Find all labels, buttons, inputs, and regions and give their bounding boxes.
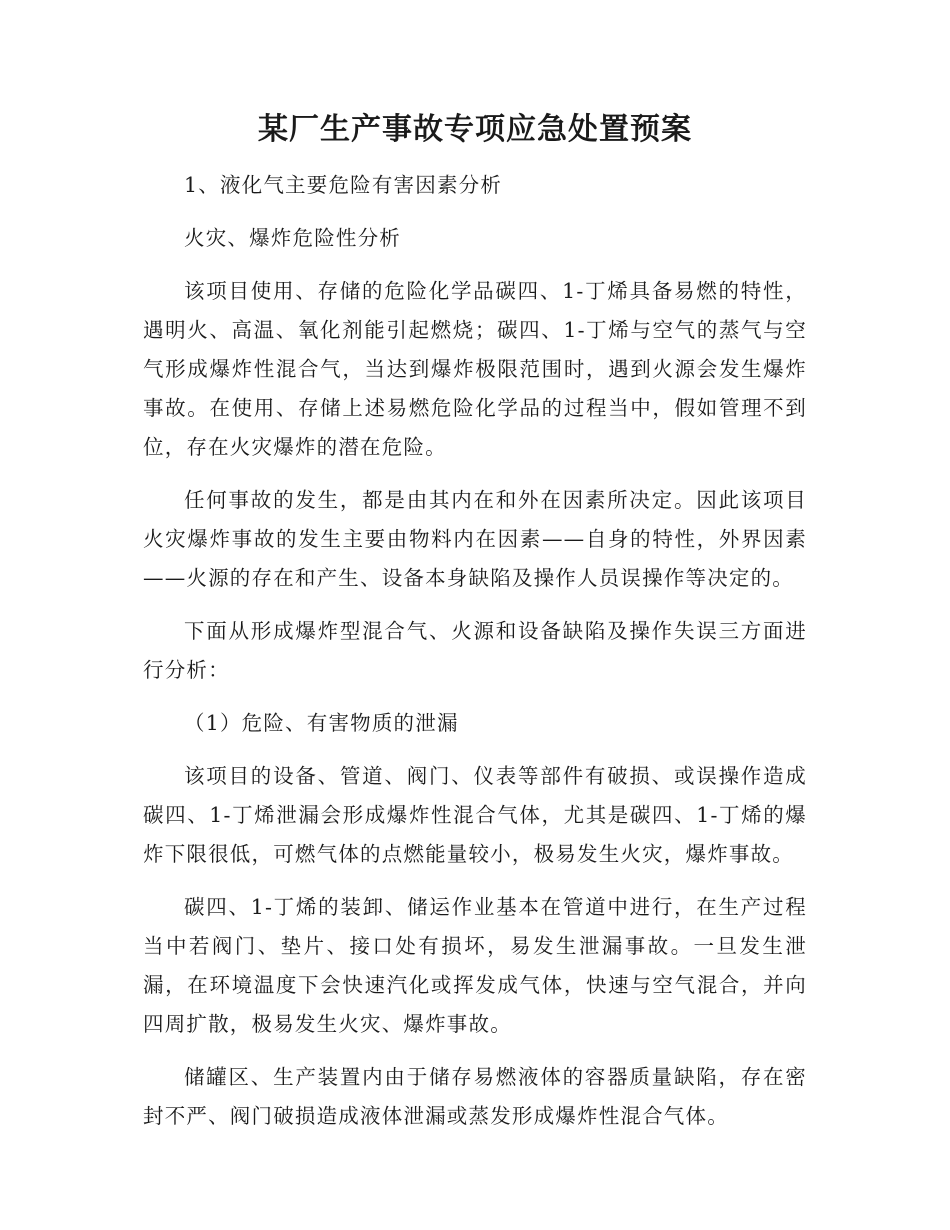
section-heading: 1、液化气主要危险有害因素分析 [184,173,503,197]
paragraph: 下面从形成爆炸型混合气、火源和设备缺陷及操作失误三方面进行分析： [143,619,807,682]
paragraph: 储罐区、生产装置内由于储存易燃液体的容器质量缺陷，存在密封不严、阀门破损造成液体泄漏或蒸发形成爆炸性混合气体。 [143,1065,807,1128]
paragraph: 该项目使用、存储的危险化学品碳四、1-丁烯具备易燃的特性，遇明火、高温、氧化剂能引起燃烧；碳四、1-丁烯与空气的蒸气与空气形成爆炸性混合气，当达到爆炸极限范围时，遇到火源会发生爆炸事故。在使用、存储上述易燃危险化学品的过程当中，假如管理不到位，存在火灾爆炸的潜在危险。 [143,279,807,459]
paragraph: 碳四、1-丁烯的装卸、储运作业基本在管道中进行，在生产过程当中若阀门、垫片、接口处有损坏，易发生泄漏事故。一旦发生泄漏，在环境温度下会快速汽化或挥发成气体，快速与空气混合，并向四周扩散，极易发生火灾、爆炸事故。 [143,895,807,1036]
paragraph: 该项目的设备、管道、阀门、仪表等部件有破损、或误操作造成碳四、1-丁烯泄漏会形成爆炸性混合气体，尤其是碳四、1-丁烯的爆炸下限很低，可燃气体的点燃能量较小，极易发生火灾，爆炸事故。 [143,764,807,866]
document-title: 某厂生产事故专项应急处置预案 [258,112,692,147]
subsection-heading: 火灾、爆炸危险性分析 [184,226,401,250]
item-heading: （1）危险、有害物质的泄漏 [184,711,459,735]
paragraph: 任何事故的发生，都是由其内在和外在因素所决定。因此该项目火灾爆炸事故的发生主要由物料内在因素——自身的特性，外界因素——火源的存在和产生、设备本身缺陷及操作人员误操作等决定的。 [143,488,807,590]
document-body [143,166,807,1150]
